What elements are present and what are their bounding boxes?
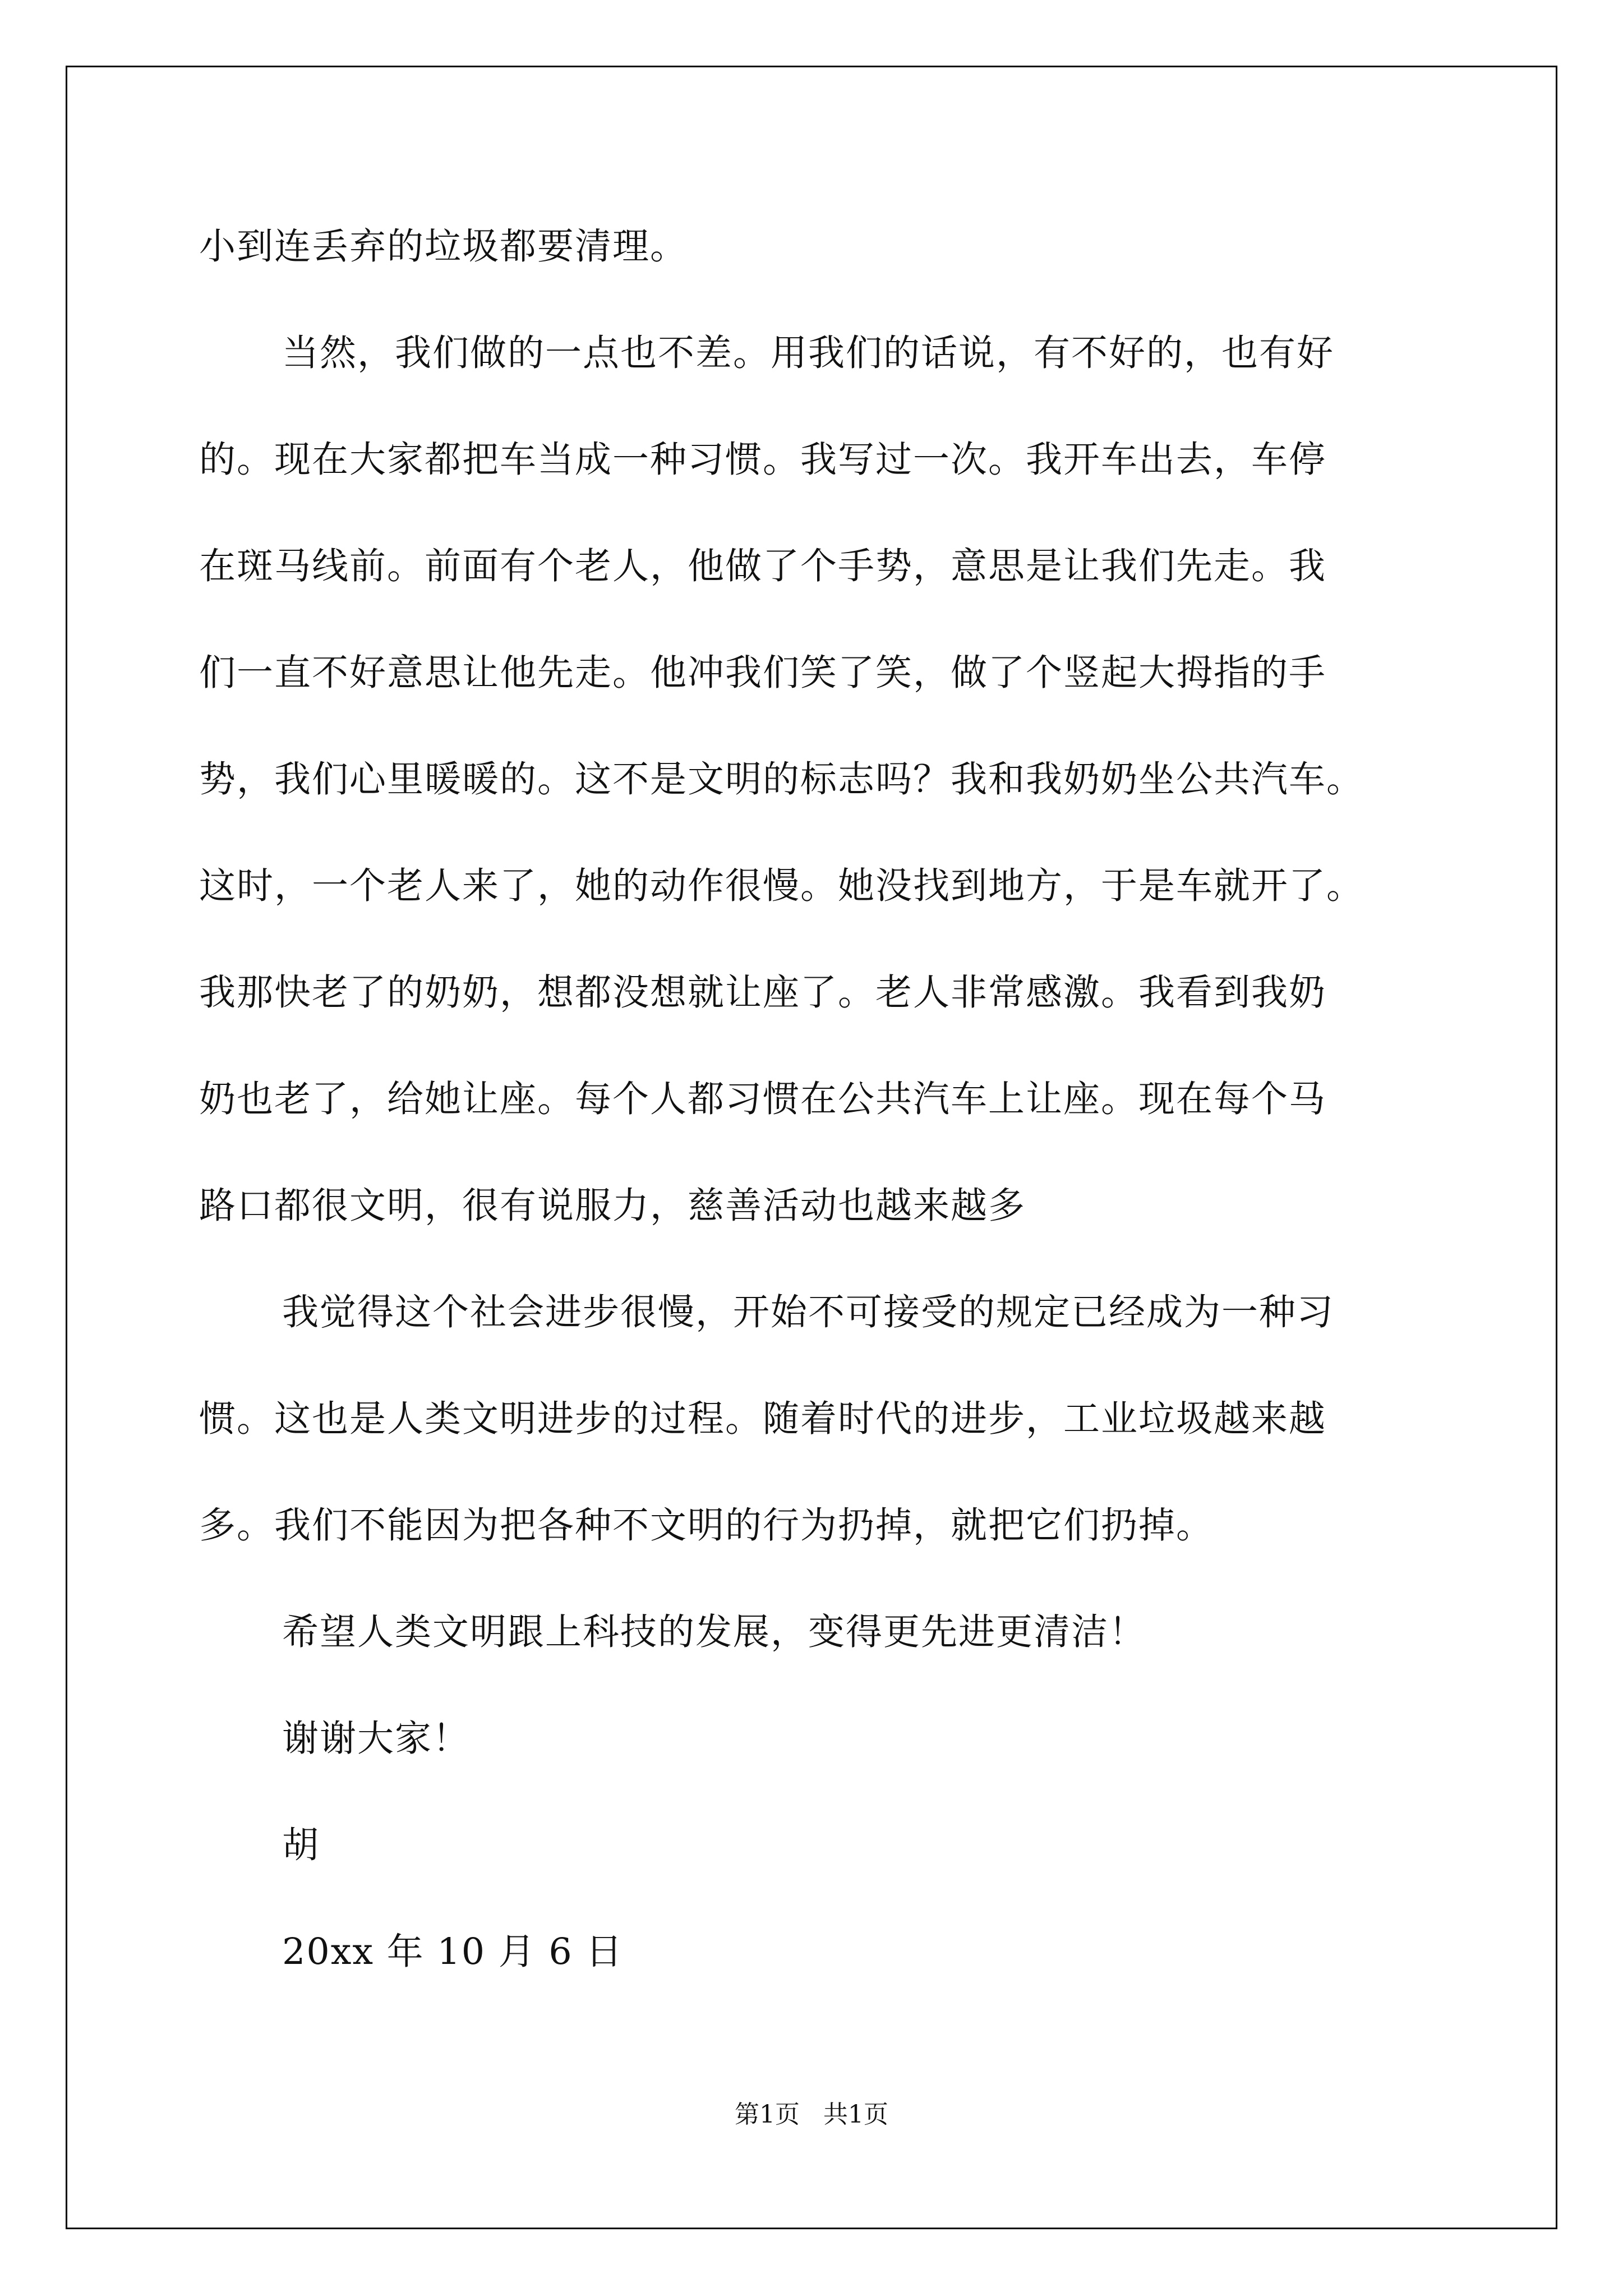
text-line: 我觉得这个社会进步很慢，开始不可接受的规定已经成为一种习	[282, 1291, 1335, 1333]
date-line: 20xx 年 10 月 6 日	[282, 1931, 624, 1973]
text-line: 谢谢大家！	[282, 1718, 471, 1760]
text-line: 小到连丢弃的垃圾都要清理。	[199, 226, 688, 268]
text-line: 们一直不好意思让他先走。他冲我们笑了笑，做了个竖起大拇指的手	[199, 652, 1327, 694]
text-line: 当然，我们做的一点也不差。用我们的话说，有不好的，也有好	[282, 332, 1335, 374]
text-line: 在斑马线前。前面有个老人，他做了个手势，意思是让我们先走。我	[199, 545, 1327, 587]
text-line: 多。我们不能因为把各种不文明的行为扔掉，就把它们扔掉。	[199, 1504, 1214, 1547]
text-line: 希望人类文明跟上科技的发展，变得更先进更清洁！	[282, 1611, 1147, 1653]
text-line: 路口都很文明，很有说服力，慈善活动也越来越多	[199, 1185, 1026, 1227]
text-line: 胡	[282, 1824, 320, 1866]
text-line: 这时，一个老人来了，她的动作很慢。她没找到地方，于是车就开了。	[199, 865, 1364, 907]
text-line: 惯。这也是人类文明进步的过程。随着时代的进步，工业垃圾越来越	[199, 1398, 1327, 1440]
text-line: 奶也老了，给她让座。每个人都习惯在公共汽车上让座。现在每个马	[199, 1078, 1327, 1120]
text-line: 我那快老了的奶奶，想都没想就让座了。老人非常感激。我看到我奶	[199, 972, 1327, 1014]
text-line: 势，我们心里暖暖的。这不是文明的标志吗？我和我奶奶坐公共汽车。	[199, 758, 1364, 800]
page-border	[66, 66, 1557, 2229]
page-footer: 第1页 共1页	[735, 2100, 888, 2129]
text-line: 的。现在大家都把车当成一种习惯。我写过一次。我开车出去，车停	[199, 439, 1327, 481]
